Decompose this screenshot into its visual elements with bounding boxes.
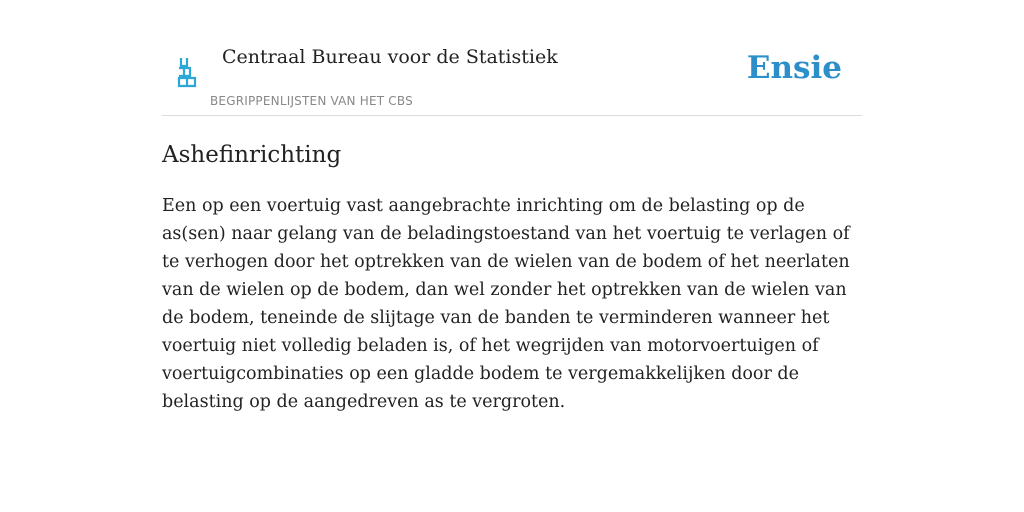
header (162, 0, 862, 116)
cbs-logo-icon[interactable] (176, 56, 198, 88)
list-subtitle[interactable]: BEGRIPPENLIJSTEN VAN HET CBS (210, 94, 413, 108)
content-container (162, 0, 862, 416)
ensie-logo-link[interactable]: Ensie (746, 50, 842, 86)
term-definition: Een op een voertuig vast aangebrachte inrichting om de belasting op de as(sen) naar gelang van de beladingstoestand van het voertuig te verlagen of te verhogen door het optrekken van de wielen van de bodem of het neerlaten van de wielen op de bodem, dan wel zonder het optrekken van de wielen van de bodem, teneinde de slijtage van de banden te verminderen wanneer het voertuig niet volledig beladen is, of het wegrijden van motorvoertuigen of voertuigcombinaties op een gladde bodem te vergemakkelijken door de belasting op de aangedreven as te vergroten. (162, 196, 850, 412)
organization-name[interactable]: Centraal Bureau voor de Statistiek (222, 46, 558, 68)
term-title: Ashefinrichting (162, 142, 342, 168)
